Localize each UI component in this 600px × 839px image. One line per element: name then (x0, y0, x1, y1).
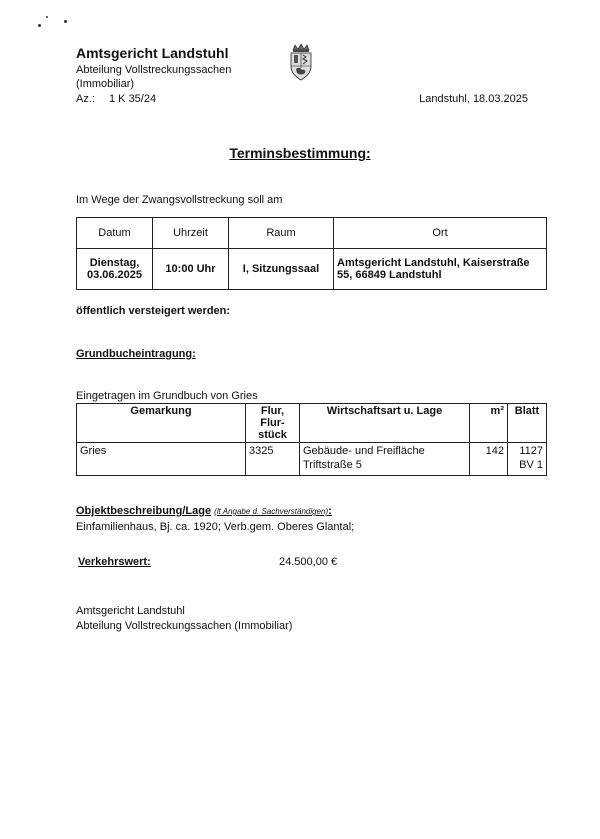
objekt-heading (76, 505, 332, 517)
header-flur (246, 404, 300, 443)
wirtschaftsart-line1: Gebäude- und Freifläche (303, 445, 425, 457)
az-label: Az.: (76, 93, 95, 105)
header-m2: m² (470, 404, 508, 443)
datum-line1: Dienstag, (89, 257, 140, 269)
scan-speck (46, 16, 48, 18)
department-line1: Abteilung Vollstreckungssachen (76, 64, 232, 76)
intro-text: Im Wege der Zwangsvollstreckung soll am (76, 194, 283, 206)
department (76, 63, 231, 91)
objekt-heading-label: Objektbeschreibung/Lage (76, 505, 212, 517)
wirtschaftsart-line2: Triftstraße 5 (303, 459, 362, 471)
grundbuch-heading: Grundbucheintragung: (76, 348, 196, 360)
ort-line1: Amtsgericht Landstuhl, Kaiserstraße (337, 257, 530, 269)
cell-raum: I, Sitzungssaal (229, 249, 334, 290)
flur-line2: stück (258, 429, 287, 441)
ort-line2: 55, 66849 Landstuhl (337, 269, 442, 281)
cell-gemarkung: Gries (77, 443, 246, 476)
cell-m2: 142 (470, 443, 508, 476)
footer-line1: Amtsgericht Landstuhl (76, 605, 185, 617)
header-raum: Raum (229, 218, 334, 249)
cell-datum (77, 249, 153, 290)
az-value: 1 K 35/24 (109, 93, 157, 105)
place-date: Landstuhl, 18.03.2025 (419, 93, 528, 105)
coat-of-arms-icon (286, 42, 316, 82)
cell-blatt (508, 443, 547, 476)
objekt-heading-colon: : (328, 505, 332, 517)
table-row (77, 404, 547, 443)
cell-flur: 3325 (246, 443, 300, 476)
public-auction-text: öffentlich versteigert werden: (76, 305, 231, 317)
termin-table (76, 217, 547, 290)
footer-line2: Abteilung Vollstreckungssachen (Immobiliar) (76, 620, 293, 632)
cell-ort (334, 249, 547, 290)
table-row (77, 249, 547, 290)
verkehrswert-label: Verkehrswert: (78, 556, 151, 568)
header-datum: Datum (77, 218, 153, 249)
objekt-heading-note: (lt Angabe d. Sachverständigen) (214, 507, 329, 516)
cell-wirtschaftsart (300, 443, 470, 476)
flur-line1: Flur, Flur- (260, 405, 285, 429)
verkehrswert-value: 24.500,00 € (279, 556, 338, 568)
table-row (77, 218, 547, 249)
table-row (77, 443, 547, 476)
document-title: Terminsbestimmung: (229, 145, 371, 161)
footer (76, 604, 292, 634)
department-line2: (Immobiliar) (76, 78, 135, 90)
objekt-text: Einfamilienhaus, Bj. ca. 1920; Verb.gem. Oberes Glantal; (76, 521, 355, 533)
header-gemarkung: Gemarkung (77, 404, 246, 443)
header-ort: Ort (334, 218, 547, 249)
header-blatt: Blatt (508, 404, 547, 443)
cell-uhrzeit: 10:00 Uhr (153, 249, 229, 290)
grundbuch-table (76, 403, 547, 476)
blatt-line2: BV 1 (519, 459, 543, 471)
datum-line2: 03.06.2025 (86, 269, 143, 281)
court-name: Amtsgericht Landstuhl (76, 45, 229, 61)
scan-speck (64, 20, 67, 23)
header-uhrzeit: Uhrzeit (153, 218, 229, 249)
blatt-line1: 1127 (519, 445, 543, 457)
header-wirtschaftsart: Wirtschaftsart u. Lage (300, 404, 470, 443)
scan-speck (38, 24, 41, 27)
grundbuch-intro: Eingetragen im Grundbuch von Gries (76, 390, 258, 402)
